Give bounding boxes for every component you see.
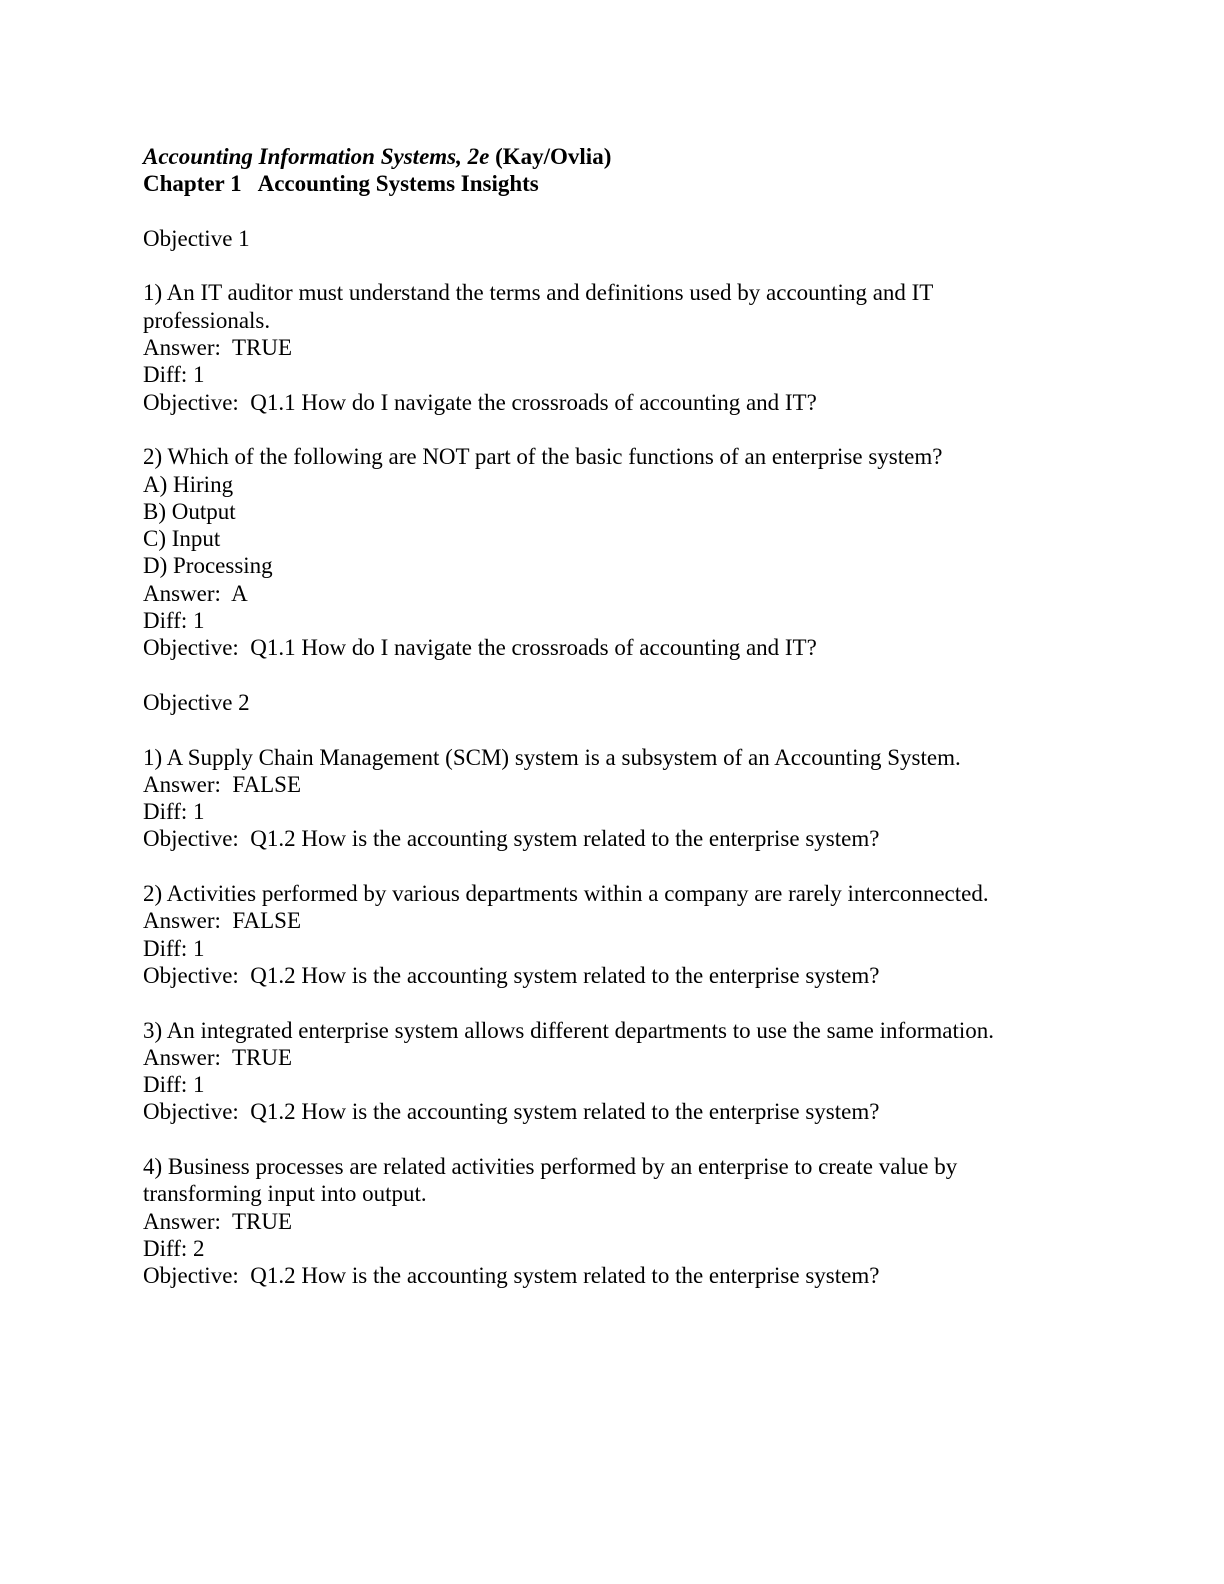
spacer	[143, 416, 1103, 443]
book-authors: (Kay/Ovlia)	[495, 144, 612, 169]
difficulty-line: Diff: 1	[143, 608, 205, 634]
question-text: 4) Business processes are related activities performed by an enterprise to create value by	[143, 1153, 958, 1179]
chapter-label: Chapter 1	[143, 171, 242, 197]
chapter-title: Accounting Systems Insights	[257, 171, 539, 197]
difficulty-line: Diff: 1	[143, 362, 205, 388]
answer-line: Answer: TRUE	[143, 1208, 293, 1234]
difficulty-line: Diff: 1	[143, 799, 205, 825]
objective-line: Objective: Q1.1 How do I navigate the crossroads of accounting and IT?	[143, 389, 817, 415]
answer-option: D) Processing	[143, 553, 273, 579]
difficulty-line: Diff: 1	[143, 935, 205, 961]
spacer	[143, 1126, 1103, 1153]
answer-line: Answer: TRUE	[143, 335, 293, 361]
question-text: 2) Activities performed by various departments within a company are rarely interconnected.	[143, 881, 989, 907]
question-text: 3) An integrated enterprise system allows different departments to use the same information.	[143, 1017, 994, 1043]
objective-line: Objective: Q1.2 How is the accounting system related to the enterprise system?	[143, 1263, 880, 1289]
objective-line: Objective: Q1.2 How is the accounting system related to the enterprise system?	[143, 962, 880, 988]
question-block	[143, 880, 1103, 989]
objective-line: Objective: Q1.2 How is the accounting system related to the enterprise system?	[143, 826, 880, 852]
question-sections	[143, 198, 1103, 1290]
question-block	[143, 1153, 1103, 1289]
question-text: transforming input into output.	[143, 1181, 427, 1207]
answer-option: B) Output	[143, 498, 236, 524]
answer-line: Answer: TRUE	[143, 1044, 293, 1070]
question-text: professionals.	[143, 307, 271, 333]
question-block	[143, 1017, 1103, 1126]
question-text: 1) A Supply Chain Management (SCM) system is a subsystem of an Accounting System.	[143, 744, 961, 770]
difficulty-line: Diff: 2	[143, 1235, 205, 1261]
answer-line: Answer: A	[143, 580, 248, 606]
spacer	[143, 989, 1103, 1016]
spacer	[143, 716, 1103, 743]
question-block	[143, 744, 1103, 853]
spacer	[143, 662, 1103, 689]
spacer	[143, 252, 1103, 279]
answer-option: A) Hiring	[143, 471, 234, 497]
objective-heading: Objective 2	[143, 689, 250, 715]
question-text: 1) An IT auditor must understand the terms and definitions used by accounting and IT	[143, 280, 934, 306]
difficulty-line: Diff: 1	[143, 1072, 205, 1098]
objective-line: Objective: Q1.1 How do I navigate the crossroads of accounting and IT?	[143, 635, 817, 661]
answer-option: C) Input	[143, 526, 221, 552]
answer-line: Answer: FALSE	[143, 908, 302, 934]
objective-line: Objective: Q1.2 How is the accounting system related to the enterprise system?	[143, 1099, 880, 1125]
spacer	[143, 198, 1103, 225]
spacer	[143, 853, 1103, 880]
book-title: Accounting Information Systems, 2e	[143, 144, 490, 169]
question-block	[143, 279, 1103, 415]
question-block	[143, 443, 1103, 661]
question-text: 2) Which of the following are NOT part of the basic functions of an enterprise system?	[143, 444, 943, 470]
answer-line: Answer: FALSE	[143, 771, 302, 797]
chapter-heading	[143, 170, 1103, 197]
document-page	[143, 143, 1103, 1289]
objective-heading: Objective 1	[143, 225, 250, 251]
book-title-line	[143, 143, 1103, 170]
